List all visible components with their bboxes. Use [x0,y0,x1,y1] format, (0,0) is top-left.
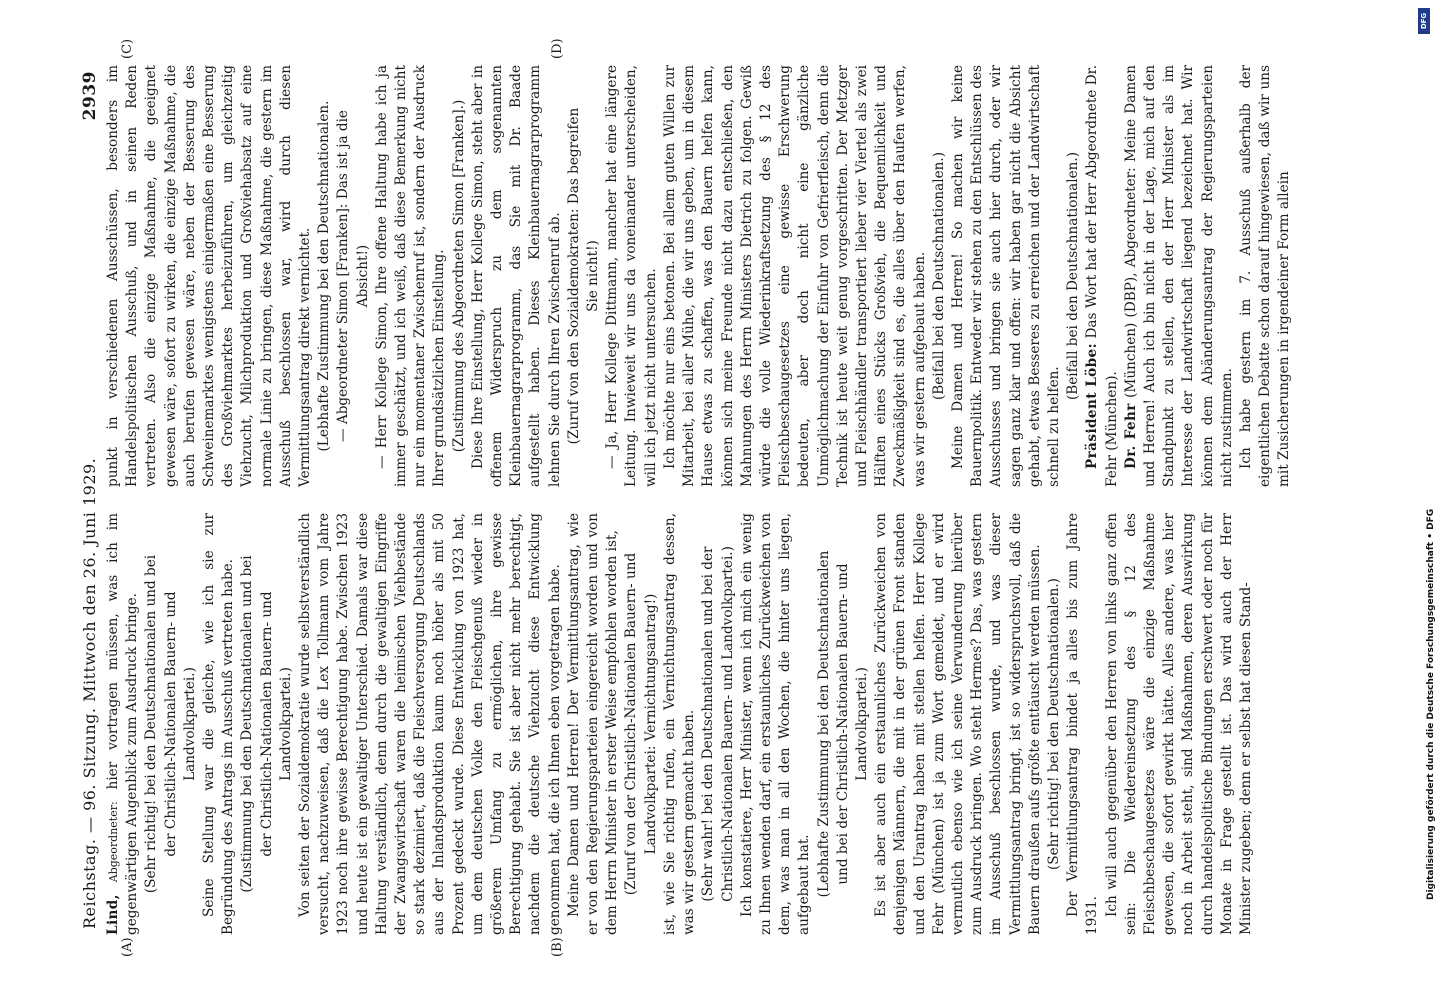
paragraph-text: (München) (DBP), Abgeordneter: Meine Damen und Herren! Auch ich bin nicht in der Lage, mich auf den Standpunkt zu stellen, den der Herr Minister als im Interesse der Landwirtschaft liegend bezeichnet hat. Wir können dem Abänderungsantrag der Regierungsparteien nicht zustimmen. [1122,64,1235,487]
speaker-name: Lind, [105,894,121,935]
reaction: (Lebhafte Zustimmung bei den Deutschnationalen und bei der Christlich-Nationalen Bauern- und Landvolkpartei.) [815,550,870,898]
dfg-logo-text: DFG [1420,12,1428,30]
paragraph: Seine Stellung war die gleiche, wie ich sie zur Begründung des Antrags im Ausschuß vertreten habe. [201,513,237,935]
reaction: (Zustimmung des Abgeordneten Simon [Franken].) [450,99,467,453]
page-number: 2939 [80,71,100,121]
reaction: (Zuruf von den Sozialdemokraten: Das begreifen Sie nicht!) [565,107,602,445]
margin-marker-c: (C) [120,38,135,59]
reaction: (Sehr richtig! bei den Deutschnationalen.) [1045,578,1062,870]
column-right [104,64,1293,487]
reaction: (Sehr wahr! bei den Deutschnationalen und bei der Christlich-Nationalen Bauern- und Landvolkpartei.) [700,546,736,902]
paragraph: Diese Ihre Einstellung, Herr Kollege Simon, steht aber in offenem Widerspruch zu dem sogenannten Kleinbauernagrarprogramm, das Sie mit Dr. Baade aufgestellt haben. Dieses Kleinbauernagrarprogramm lehnen Sie durch Ihren Zwischenruf ab. [469,65,563,487]
paragraph: Von seiten der Sozialdemokratie wurde selbstverständlich versucht, nachzuweisen, daß die Lex Tollmann vom Jahre 1923 noch ihre gewisse Berechtigung habe. Zwischen 1923 und heute ist ein gewaltiger Unterschied. Damals war diese Haltung verständlich, denn durch die gewaltigen Eingriffe der Zwangswirtschaft waren die heimischen Viehbestände so stark dezimiert, daß die Fleischversorgung Deutschlands aus der Inlandsproduktion kaum noch höher als mit 50 Prozent gedeckt wurde. Diese Entwicklung von 1923 hat, um dem deutschen Volke den Fleischgenuß wieder in größerem Umfang zu ermöglichen, ihre gewisse Berechtigung gehabt. Sie ist aber nicht mehr berechtigt, nachdem die deutsche Viehzucht diese Entwicklung genommen hat, die ich Ihnen eben vorgetragen habe. [297,513,563,935]
digitization-note-text: Digitalisierung gefördert durch die Deutsche Forschungsgemeinschaft • DFG [1426,508,1436,900]
speaker-note: Abgeordneter: [107,801,120,883]
paragraph: Der Vermittlungsantrag bindet ja alles bis zum Jahre 1931. [1065,513,1101,935]
reaction: (Zuruf von der Christlich-Nationalen Bauern- und Landvolkpartei: Vernichtungsantrag!) [623,552,659,896]
paragraph: Meine Damen und Herren! So machen wir keine Bauernpolitik. Entweder wir stehen zu den Entschlüssen des Ausschusses und bringen sie auch hier durch, oder wir sagen ganz klar und offen: wir haben gar nicht die Absicht gehabt, etwas Besseres zu erreichen und der Landwirtschaft schnell zu helfen. [949,65,1062,487]
reaction: (Lebhafte Zustimmung bei den Deutschnationalen. — Abgeordneter Simon [Franken]: Das ist ja die Absicht!) [316,100,371,452]
reaction: (Zustimmung bei den Deutschnationalen und bei der Christlich-Nationalen Bauern- und Landvolkpartei.) [239,555,294,893]
page-header [80,65,104,935]
speaker-name: Dr. Fehr [1122,403,1139,469]
paragraph: Meine Damen und Herren! Der Vermittlungsantrag, wie er von den Regierungsparteien eingereicht worden und von dem Herrn Minister in erster Weise empfohlen worden ist, [565,513,621,935]
column-left [104,513,1254,935]
paragraph-text: hier vortragen müssen, was ich im gegenwärtigen Augenblick zum Ausdruck bringe. [105,513,141,935]
paragraph: ist, wie Sie richtig rufen, ein Vernichtungsantrag dessen, was wir gestern gemacht haben. [661,513,698,935]
president-name: Präsident Löbe: [1084,343,1101,469]
paragraph: punkt in verschiedenen Ausschüssen, besonders im Handelspolitischen Ausschuß, und in seinen Reden vertreten. Also die einzige Maßnahme, die geeignet gewesen wäre, sofort zu wirken, die einzige Maßnahme, die auch berufen gewesen wäre, neben der Besserung des Schweinemarktes wenigstens einigermaßen eine Besserung des Großviehmarktes herbeizuführen, um gleichzeitig Viehzucht, Milchproduktion und Großviehabsatz auf eine normale Linie zu bringen, diese Maßnahme, die gestern im Ausschuß beschlossen war, wird durch diesen Vermittlungsantrag direkt vernichtet. [105,65,314,487]
paragraph [1083,65,1121,487]
digitization-note [1414,30,1436,930]
rotated-page [80,38,1330,957]
president-text: Das Wort hat der Herr Abgeordnete Dr. Fehr (München). [1084,64,1120,487]
paragraph: Es ist aber auch ein erstaunliches Zurückweichen von denjenigen Männern, die mit in der grünen Front standen und den Urantrag haben mit stellen helfen. Herr Kollege Fehr (München) ist ja zum Wort gemeldet, und er wird vermutlich ebenso wie ich seine Verwunderung hierüber zum Ausdruck bringen. Wo steht Hermes? Das, was gestern im Ausschuß beschlossen wurde, und was dieser Vermittlungsantrag bringt, ist so widerspruchsvoll, daß die Bauern draußen aufs größte enttäuscht werden müssen. [873,513,1043,935]
paragraph [1122,65,1237,487]
paragraph: Ich konstatiere, Herr Minister, wenn ich mich ein wenig zu Ihnen wenden darf, ein erstaunliches Zurückweichen von dem, was man in all den Wochen, die hinter uns liegen, aufgebaut hat. [738,513,813,935]
margin-marker-d: (D) [550,38,565,59]
paragraph: — Ja, Herr Kollege Dittmann, mancher hat eine längere Leitung. Inwieweit wir uns da voneinander unterscheiden, will ich jetzt nicht untersuchen. [604,65,659,487]
margin-marker-a: (A) [120,937,135,957]
header-title: Reichstag. — 96. Sitzung. Mittwoch den 26. Juni 1929. [80,457,99,929]
paragraph: — Herr Kollege Simon, Ihre offene Haltung habe ich ja immer geschätzt, und ich weiß, daß diese Bemerkung nicht nur ein momentaner Zwischenruf ist, sondern der Ausdruck Ihrer grundsätzlichen Einstellung. [373,65,448,487]
paragraph: Ich möchte nur eins betonen. Bei allem guten Willen zur Mitarbeit, bei aller Mühe, die wir uns geben, um in diesem Hause etwas zu schaffen, was den Bauern helfen kann, können sich meine Freunde nicht dazu entschließen, den Mahnungen des Herrn Ministers Dietrich zu folgen. Gewiß würde die volle Wiederinkraftsetzung des § 12 des Fleischbeschaugesetzes eine gewisse Erschwerung bedeuten, aber doch nicht eine gänzliche Unmöglichmachung der Einfuhr von Gefrierfleisch, denn die Technik ist heute weit genug vorgeschritten. Der Metzger und Fleischhändler transportiert lieber vier Viertel als zwei Hälften eines Stücks Großvieh, die Bequemlichkeit und Zweckmäßigkeit sind es, die alles über den Haufen werfen, was wir gestern aufgebaut haben. [661,65,928,487]
reaction: (Beifall bei den Deutschnationalen.) [930,151,947,401]
paragraph: Ich will auch gegenüber den Herren von links ganz offen sein: Die Wiedereinsetzung des § 12 des Fleischbeschaugesetzes wäre die einzige Maßnahme gewesen, die sofort gewirkt hätte. Alles andere, was hier noch in Arbeit steht, sind Maßnahmen, deren Auswirkung durch handelspolitische Bindungen erschwert oder noch für Monate in Frage gestellt ist. Das wird auch der Herr Minister zugeben; denn er selbst hat diesen Stand- [1103,513,1254,935]
margin-marker-b: (B) [550,937,565,957]
paragraph: Ich habe gestern im 7. Ausschuß außerhalb der eigentlichen Debatte schon darauf hingewiesen, daß wir uns mit Zusicherungen in irgendeiner Form allein [1237,65,1293,487]
reaction: (Sehr richtig! bei den Deutschnationalen und bei der Christlich-Nationalen Bauern- und Landvolkpartei.) [143,554,198,894]
paragraph [104,513,142,935]
reaction: (Beifall bei den Deutschnationalen.) [1065,151,1082,401]
text-columns [104,64,1293,935]
